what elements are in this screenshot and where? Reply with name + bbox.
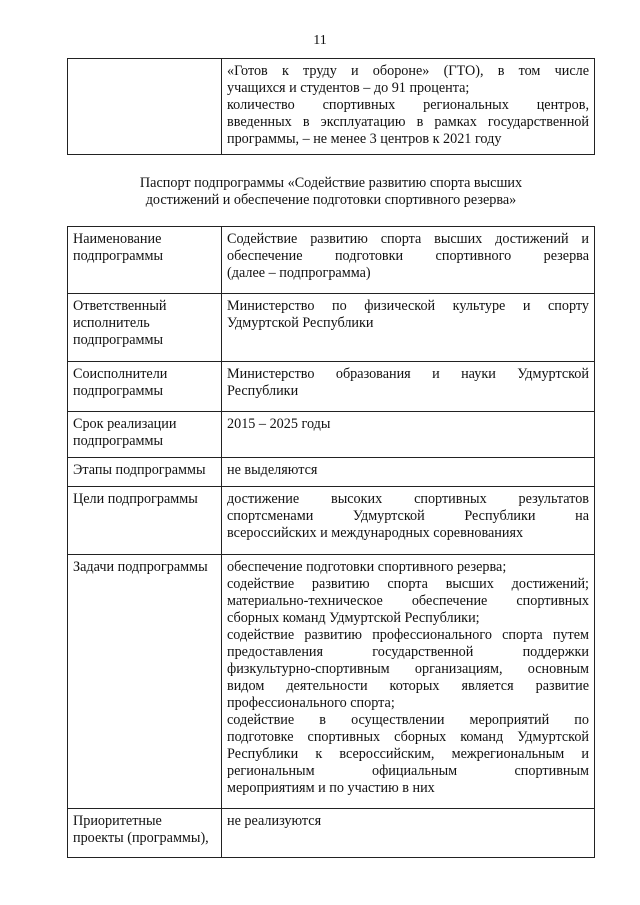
text-line: введенных в эксплуатацию в рамках государственной bbox=[227, 114, 589, 130]
text-line: «Готов к труду и обороне» (ГТО), в том числе bbox=[227, 63, 589, 79]
value-line: Удмуртской Республики bbox=[227, 315, 374, 331]
value-line: Министерство по физической культуре и спорту bbox=[227, 298, 589, 314]
value-cell bbox=[222, 458, 595, 487]
label-line: Наименование bbox=[73, 231, 162, 247]
value-line: Республики bbox=[227, 383, 299, 399]
label-cell bbox=[68, 59, 222, 155]
label-line: подпрограммы bbox=[73, 383, 163, 399]
value-line: Содействие развитию спорта высших достижений и bbox=[227, 231, 589, 247]
label-cell bbox=[68, 809, 222, 858]
label-cell bbox=[68, 227, 222, 294]
value-line: всероссийских и международных соревнованиях bbox=[227, 525, 524, 541]
value-line: Министерство образования и науки Удмуртской bbox=[227, 366, 589, 382]
value-line: сборных команд Удмуртской Республики; bbox=[227, 610, 480, 626]
text-line: учащихся и студентов – до 91 процента; bbox=[227, 80, 470, 96]
page-number: 11 bbox=[313, 33, 327, 48]
label-line: Этапы подпрограммы bbox=[73, 462, 206, 478]
label-line: Задачи подпрограммы bbox=[73, 559, 208, 575]
label-cell bbox=[68, 458, 222, 487]
title-line: достижений и обеспечение подготовки спортивного резерва» bbox=[145, 192, 517, 208]
text-line: программы, – не менее 3 центров к 2021 году bbox=[227, 131, 502, 147]
passport-title bbox=[67, 175, 595, 209]
value-line: достижение высоких спортивных результатов bbox=[227, 491, 589, 507]
value-line: содействие в осуществлении мероприятий по bbox=[227, 712, 589, 728]
text-line: количество спортивных региональных центров, bbox=[227, 97, 589, 113]
value-cell bbox=[222, 412, 595, 458]
value-line: (далее – подпрограмма) bbox=[227, 265, 371, 281]
value-line: подготовке спортивных сборных команд Удмуртской bbox=[227, 729, 589, 745]
value-cell bbox=[222, 59, 595, 155]
label-line: подпрограммы bbox=[73, 248, 163, 264]
table-row bbox=[68, 458, 595, 487]
value-line: содействие развитию спорта высших достижений; bbox=[227, 576, 589, 592]
value-line: обеспечение подготовки спортивного резерва; bbox=[227, 559, 507, 575]
value-line: материально-техническое обеспечение спортивных bbox=[227, 593, 589, 609]
table-row bbox=[68, 362, 595, 412]
value-line: не выделяются bbox=[227, 462, 318, 478]
label-cell bbox=[68, 412, 222, 458]
value-line: 2015 – 2025 годы bbox=[227, 416, 331, 432]
value-line: физкультурно-спортивным организациям, основным bbox=[227, 661, 589, 677]
value-line: профессионального спорта; bbox=[227, 695, 395, 711]
value-cell bbox=[222, 294, 595, 362]
value-cell bbox=[222, 227, 595, 294]
table-row bbox=[68, 227, 595, 294]
value-cell bbox=[222, 487, 595, 555]
label-line: Цели подпрограммы bbox=[73, 491, 198, 507]
value-line: содействие развитию профессионального спорта путем bbox=[227, 627, 589, 643]
label-line: проекты (программы), bbox=[73, 830, 209, 846]
value-line: не реализуются bbox=[227, 813, 322, 829]
label-line: Соисполнители bbox=[73, 366, 168, 382]
label-line: Ответственный bbox=[73, 298, 167, 314]
label-line: Приоритетные bbox=[73, 813, 162, 829]
continuation-table bbox=[67, 58, 595, 155]
title-line: Паспорт подпрограммы «Содействие развитию спорта высших bbox=[139, 175, 523, 191]
value-line: мероприятиям и по участию в них bbox=[227, 780, 435, 796]
label-line: исполнитель bbox=[73, 315, 150, 331]
value-cell bbox=[222, 362, 595, 412]
table-row bbox=[68, 809, 595, 858]
value-line: спортсменами Удмуртской Республики на bbox=[227, 508, 589, 524]
value-line: региональным официальным спортивным bbox=[227, 763, 589, 779]
label-cell bbox=[68, 362, 222, 412]
label-line: подпрограммы bbox=[73, 433, 163, 449]
value-cell bbox=[222, 555, 595, 809]
value-line: обеспечение подготовки спортивного резерва bbox=[227, 248, 589, 264]
label-line: подпрограммы bbox=[73, 332, 163, 348]
label-cell bbox=[68, 555, 222, 809]
table-row bbox=[68, 59, 595, 155]
table-row bbox=[68, 412, 595, 458]
value-line: видом деятельности которых является развитие bbox=[227, 678, 589, 694]
value-line: Республики к всероссийским, межрегиональным и bbox=[227, 746, 589, 762]
passport-table bbox=[67, 226, 595, 858]
table-row bbox=[68, 294, 595, 362]
label-cell bbox=[68, 294, 222, 362]
value-line: предоставления государственной поддержки bbox=[227, 644, 589, 660]
value-cell bbox=[222, 809, 595, 858]
label-line: Срок реализации bbox=[73, 416, 177, 432]
table-row bbox=[68, 555, 595, 809]
table-row bbox=[68, 487, 595, 555]
label-cell bbox=[68, 487, 222, 555]
